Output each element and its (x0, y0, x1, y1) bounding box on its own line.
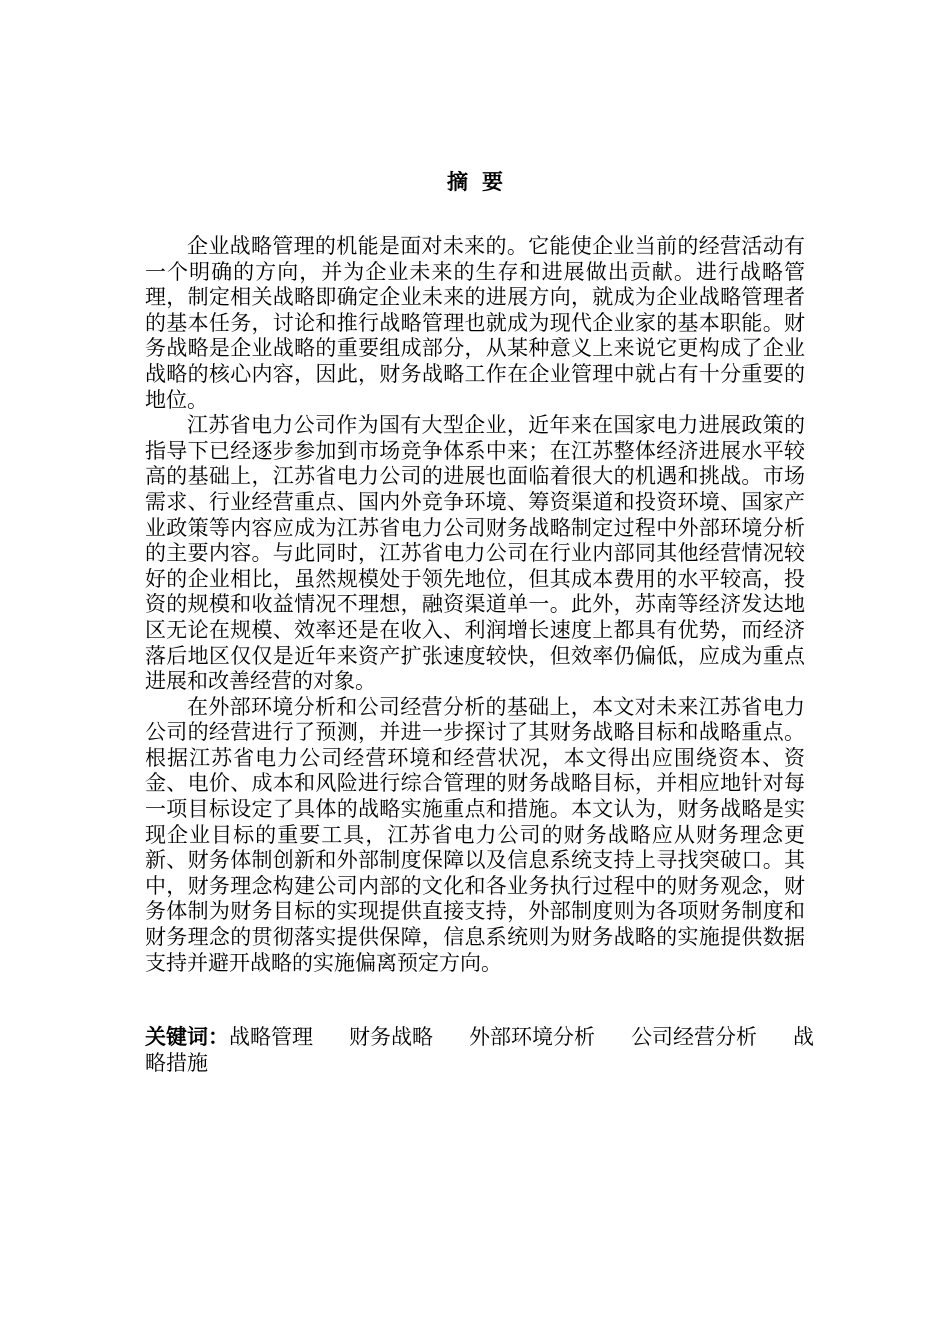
abstract-paragraph-1: 企业战略管理的机能是面对未来的。它能使企业当前的经营活动有一个明确的方向，并为企业未来的生存和进展做出贡献。进行战略管理，制定相关战略即确定企业未来的进展方向，就成为企业战略管理者的基本任务，讨论和推行战略管理也就成为现代企业家的基本职能。财务战略是企业战略的重要组成部分，从某种意义上来说它更构成了企业战略的核心内容，因此，财务战略工作在企业管理中就占有十分重要的地位。 (145, 234, 805, 412)
keyword-item: 战略措施 (145, 1025, 814, 1075)
keywords-label: 关键词： (145, 1025, 229, 1049)
keyword-item: 战略管理 (229, 1025, 313, 1049)
keyword-item: 公司经营分析 (631, 1025, 757, 1049)
abstract-paragraph-2: 江苏省电力公司作为国有大型企业，近年来在国家电力进展政策的指导下已经逐步参加到市场竞争体系中来；在江苏整体经济进展水平较高的基础上，江苏省电力公司的进展也面临着很大的机遇和挑战。市场需求、行业经营重点、国内外竞争环境、筹资渠道和投资环境、国家产业政策等内容应成为江苏省电力公司财务战略制定过程中外部环境分析的主要内容。与此同时，江苏省电力公司在行业内部同其他经营情况较好的企业相比，虽然规模处于领先地位，但其成本费用的水平较高，投资的规模和收益情况不理想，融资渠道单一。此外，苏南等经济发达地区无论在规模、效率还是在收入、利润增长速度上都具有优势，而经济落后地区仅仅是近年来资产扩张速度较快，但效率仍偏低，应成为重点进展和改善经营的对象。 (145, 413, 805, 694)
page-title: 摘要 (447, 170, 517, 194)
abstract-body (145, 234, 805, 976)
keyword-item: 财务战略 (349, 1025, 433, 1049)
keyword-item: 外部环境分析 (469, 1025, 595, 1049)
keywords-line (145, 1024, 815, 1076)
abstract-paragraph-3: 在外部环境分析和公司经营分析的基础上，本文对未来江苏省电力公司的经营进行了预测，并进一步探讨了其财务战略目标和战略重点。根据江苏省电力公司经营环境和经营状况，本文得出应围绕资本、资金、电价、成本和风险进行综合管理的财务战略目标，并相应地针对每一项目标设定了具体的战略实施重点和措施。本文认为，财务战略是实现企业目标的重要工具，江苏省电力公司的财务战略应从财务理念更新、财务体制创新和外部制度保障以及信息系统支持上寻找突破口。其中，财务理念构建公司内部的文化和各业务执行过程中的财务观念，财务体制为财务目标的实现提供直接支持，外部制度则为各项财务制度和财务理念的贯彻落实提供保障，信息系统则为财务战略的实施提供数据支持并避开战略的实施偏离预定方向。 (145, 694, 805, 975)
